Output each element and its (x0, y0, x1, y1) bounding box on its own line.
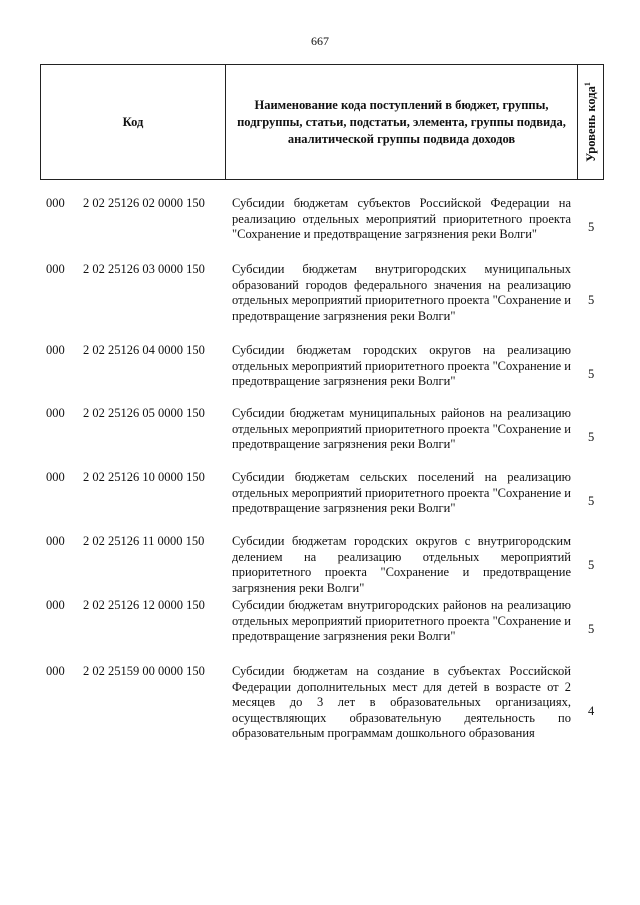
header-level-text: Уровень кода (584, 86, 599, 162)
row-code: 2 02 25126 02 0000 150 (83, 196, 205, 210)
row-description: Субсидии бюджетам субъектов Российской Федерации на реализацию отдельных мероприятий приоритетного проекта "Сохранение и предотвращение загрязнения реки Волги" (232, 196, 571, 241)
row-prefix: 000 (46, 406, 65, 420)
row-code: 2 02 25126 12 0000 150 (83, 598, 205, 612)
row-level: 4 (588, 704, 595, 718)
row-code: 2 02 25126 10 0000 150 (83, 470, 205, 484)
row-prefix: 000 (46, 343, 65, 357)
row-prefix: 000 (46, 196, 65, 210)
header-level-footnote: 1 (582, 82, 592, 87)
row-code: 2 02 25126 11 0000 150 (83, 534, 205, 548)
page-number: 667 (311, 34, 329, 48)
row-description: Субсидии бюджетам внутригородских районов на реализацию отдельных мероприятий приоритетного проекта "Сохранение и предотвращение загрязнения реки Волги" (232, 598, 571, 643)
row-prefix: 000 (46, 534, 65, 548)
row-code: 2 02 25126 03 0000 150 (83, 262, 205, 276)
row-prefix: 000 (46, 598, 65, 612)
row-prefix: 000 (46, 470, 65, 484)
row-level: 5 (588, 293, 595, 307)
row-description: Субсидии бюджетам внутригородских муниципальных образований городов федерального значения на реализацию отдельных мероприятий приоритетного проекта "Сохранение и предотвращение загрязнения реки Волги" (232, 262, 571, 323)
row-code: 2 02 25159 00 0000 150 (83, 664, 205, 678)
row-level: 5 (588, 220, 595, 234)
header-name-label: Наименование кода поступлений в бюджет, группы, подгруппы, статьи, подстатьи, элемента, группы подвида, аналитической группы подвида доходов (237, 97, 566, 146)
row-description: Субсидии бюджетам городских округов с внутригородским делением на реализацию отдельных мероприятий приоритетного проекта "Сохранение и предотвращение загрязнения реки Волги" (232, 534, 571, 595)
row-code: 2 02 25126 05 0000 150 (83, 406, 205, 420)
header-code-cell (41, 65, 226, 179)
row-description: Субсидии бюджетам на создание в субъектах Российской Федерации дополнительных мест для детей в возрасте от 2 месяцев до 3 лет в образовательных организациях, осуществляющих образовательную деятельность по образовательным программам дошкольного образования (232, 664, 571, 740)
row-code: 2 02 25126 04 0000 150 (83, 343, 205, 357)
row-level: 5 (588, 494, 595, 508)
row-level: 5 (588, 622, 595, 636)
header-level-label (583, 82, 599, 162)
header-code-label: Код (122, 114, 144, 129)
row-description: Субсидии бюджетам городских округов на реализацию отдельных мероприятий приоритетного проекта "Сохранение и предотвращение загрязнения реки Волги" (232, 343, 571, 388)
header-name-cell (226, 65, 578, 179)
header-level-cell (578, 65, 604, 179)
row-level: 5 (588, 367, 595, 381)
table-header (40, 64, 604, 180)
row-description: Субсидии бюджетам муниципальных районов на реализацию отдельных мероприятий приоритетного проекта "Сохранение и предотвращение загрязнения реки Волги" (232, 406, 571, 451)
row-level: 5 (588, 430, 595, 444)
row-prefix: 000 (46, 664, 65, 678)
row-prefix: 000 (46, 262, 65, 276)
row-level: 5 (588, 558, 595, 572)
row-description: Субсидии бюджетам сельских поселений на реализацию отдельных мероприятий приоритетного проекта "Сохранение и предотвращение загрязнения реки Волги" (232, 470, 571, 515)
